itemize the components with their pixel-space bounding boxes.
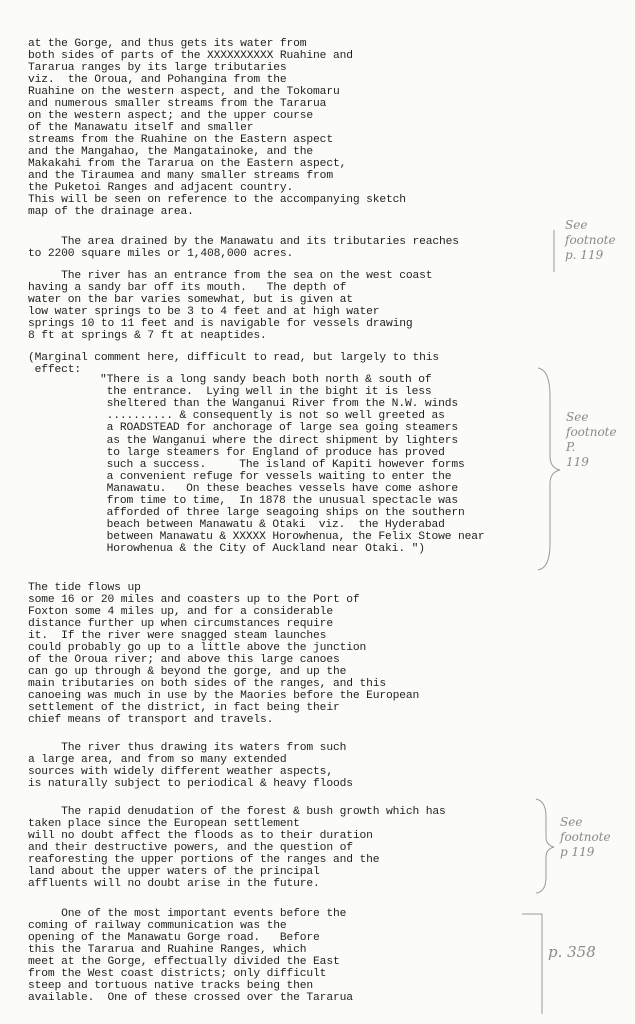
text-line: as the Wanganui where the direct shipment by lighters — [100, 434, 458, 447]
margin-note-page-ref: p. 358 — [548, 943, 596, 961]
text-line: from the West coast districts; only difficult — [28, 968, 327, 980]
margin-note-footnote-1: See footnote p. 119 — [565, 218, 616, 262]
text-line: a convenient refuge for vessels waiting to enter the — [100, 470, 452, 483]
text-line: opening of the Manawatu Gorge road. Before — [28, 932, 320, 944]
text-line: of the Manawatu itself and smaller — [28, 122, 254, 134]
text-line: water on the bar varies somewhat, but is given at — [28, 294, 353, 306]
text-line: One of the most important events before the — [28, 908, 347, 920]
text-line: The rapid denudation of the forest & bush growth which has — [28, 806, 446, 818]
text-line: is naturally subject to periodical & heavy floods — [28, 778, 353, 790]
text-line: from time to time, In 1878 the unusual spectacle was — [100, 495, 458, 507]
text-line: can go up through & beyond the gorge, and up the — [28, 666, 347, 678]
text-line: 8 ft at springs & 7 ft at neaptides. — [28, 330, 267, 342]
text-line: will no doubt affect the floods as to their duration — [28, 830, 373, 842]
text-line: springs 10 to 11 feet and is navigable for vessels drawing — [28, 318, 413, 330]
text-line: sources with widely different weather aspects, — [28, 766, 333, 778]
margin-bracket-1 — [548, 228, 560, 274]
text-line: "There is a long sandy beach both north & south of — [100, 374, 432, 386]
text-line: streams from the Ruahine on the Eastern aspect — [28, 134, 333, 146]
text-line: affluents will no doubt arise in the future. — [28, 878, 320, 890]
text-line: both sides of parts of the XXXXXXXXXX Ruahine and — [28, 50, 353, 62]
text-line: The tide flows up — [28, 582, 141, 594]
text-line: Foxton some 4 miles up, and for a considerable — [28, 606, 333, 618]
text-line: beach between Manawatu & Otaki viz. the Hyderabad — [100, 519, 445, 532]
margin-brace-3 — [532, 797, 558, 895]
margin-bracket-4 — [518, 912, 548, 1016]
margin-note-footnote-3: See footnote p 119 — [560, 815, 611, 859]
text-line: Manawatu. On these beaches vessels have come ashore — [100, 482, 458, 495]
text-line: Makakahi from the Tararua on the Eastern aspect, — [28, 158, 347, 170]
text-line: some 16 or 20 miles and coasters up to the Port of — [28, 594, 360, 606]
text-line: and the Tiraumea and many smaller streams from — [28, 170, 333, 182]
text-line: chief means of transport and travels. — [28, 714, 274, 726]
text-line: on the western aspect; and the upper course — [28, 110, 314, 122]
text-line: canoeing was much in use by the Maories before the European — [28, 690, 420, 702]
text-line: and numerous smaller streams from the Tararua — [28, 98, 327, 110]
text-line: could probably go up to a little above the junction — [28, 642, 367, 654]
text-line: The river thus drawing its waters from such — [28, 742, 347, 754]
text-line: map of the drainage area. — [28, 206, 194, 218]
text-line: the entrance. Lying well in the bight it is less — [100, 386, 432, 399]
text-line: sheltered than the Wanganui River from the N.W. winds — [100, 398, 458, 411]
text-line: a ROADSTEAD for anchorage of large sea going steamers — [100, 422, 458, 435]
margin-brace-2 — [534, 366, 564, 572]
text-line: effect: — [28, 364, 82, 376]
text-line: to large steamers for England of produce has proved — [100, 446, 445, 459]
text-line: settlement of the district, in fact being their — [28, 702, 340, 714]
text-line: coming of railway communication was the — [28, 920, 287, 932]
text-line: (Marginal comment here, difficult to read, but largely to this — [28, 352, 440, 364]
text-line: and their destructive powers, and the question of — [28, 842, 353, 854]
text-line: the Puketoi Ranges and adjacent country. — [28, 182, 294, 194]
text-line: land about the upper waters of the principal — [28, 866, 320, 878]
text-line: such a success. The island of Kapiti however forms — [100, 458, 465, 471]
text-line: The area drained by the Manawatu and its tributaries reaches — [28, 236, 459, 248]
text-line: Tararua ranges by its large tributaries — [28, 62, 287, 74]
text-line: to 2200 square miles or 1,408,000 acres. — [28, 248, 294, 260]
text-line: having a sandy bar off its mouth. The depth of — [28, 282, 347, 294]
text-line: afforded of three large seagoing ships on the southern — [100, 507, 465, 520]
text-line: meet at the Gorge, effectually divided the East — [28, 956, 340, 968]
text-line: of the Oroua river; and above this large canoes — [28, 654, 340, 666]
text-line: low water springs to be 3 to 4 feet and at high water — [28, 306, 380, 318]
text-line: Horowhenua & the City of Auckland near Otaki. ") — [100, 543, 425, 556]
text-line: at the Gorge, and thus gets its water from — [28, 38, 307, 50]
text-line: main tributaries on both sides of the ranges, and this — [28, 678, 386, 690]
text-line: distance further up when circumstances require — [28, 618, 333, 630]
text-line: and the Mangahao, the Mangatainoke, and the — [28, 146, 314, 158]
margin-note-footnote-2: See footnote P. 119 — [566, 410, 617, 469]
text-line: available. One of these crossed over the Tararua — [28, 992, 353, 1004]
text-line: steep and tortuous native tracks being then — [28, 980, 314, 992]
text-line: Ruahine on the western aspect, and the Tokomaru — [28, 86, 340, 98]
text-line: this the Tararua and Ruahine Ranges, which — [28, 944, 307, 956]
text-line: The river has an entrance from the sea on the west coast — [28, 270, 433, 282]
text-line: a large area, and from so many extended — [28, 754, 287, 766]
text-line: .......... & consequently is not so well greeted as — [100, 410, 445, 423]
text-line: viz. the Oroua, and Pohangina from the — [28, 74, 287, 86]
text-line: taken place since the European settlement — [28, 818, 300, 830]
text-line: reaforesting the upper portions of the ranges and the — [28, 854, 380, 866]
text-line: it. If the river were snagged steam launches — [28, 630, 327, 642]
text-line: This will be seen on reference to the accompanying sketch — [28, 194, 406, 206]
text-line: between Manawatu & XXXXX Horowhenua, the Felix Stowe near — [100, 531, 485, 544]
